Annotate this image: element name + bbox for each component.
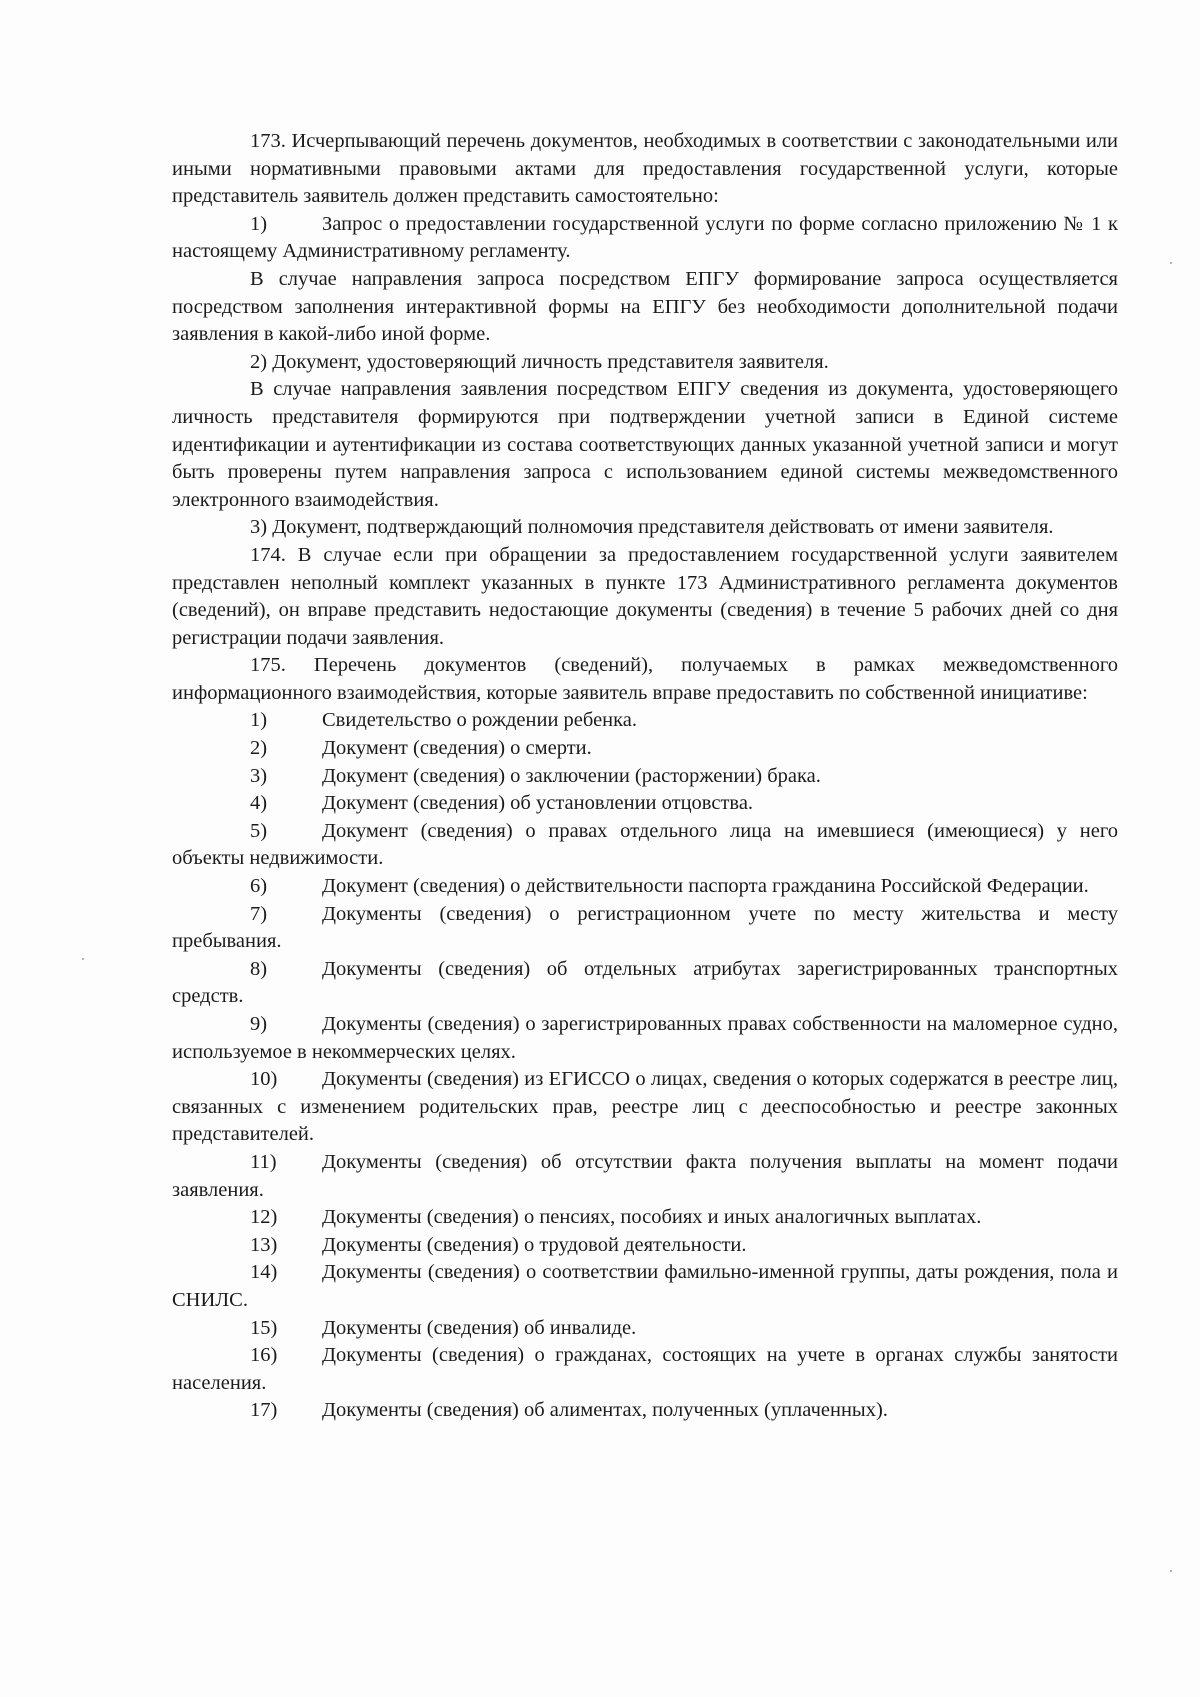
list-item-text: Документы (сведения) об отсутствии факта получения выплаты на момент подачи заявления. <box>172 1150 1118 1201</box>
paragraph-173-item-2: 2) Документ, удостоверяющий личность представителя заявителя. <box>250 350 829 373</box>
list-item <box>172 1011 1118 1066</box>
list-item <box>172 211 1118 266</box>
list-item-number: 8) <box>250 957 268 980</box>
list-item <box>172 1149 1118 1204</box>
list-item-text: Документы (сведения) об отдельных атрибутах зарегистрированных транспортных средств. <box>172 957 1118 1008</box>
paragraph-173-intro: 173. Исчерпывающий перечень документов, необходимых в соответствии с законодательными или иными нормативными правовыми актами для предоставления государственной услуги, которые представитель заявитель должен представить самостоятельно: <box>172 130 1118 208</box>
document-body <box>172 128 1118 1425</box>
list-item-number: 3) <box>250 764 268 787</box>
paragraph-173-case-2: В случае направления заявления посредством ЕПГУ сведения из документа, удостоверяющего личность представителя формируются при подтверждении учетной записи в Единой системе идентификации и аутентификации из состава соответствующих данных указанной учетной записи и могут быть проверены путем направления запроса с использованием единой системы межведомственного электронного взаимодействия. <box>172 378 1118 511</box>
list-item-text: Запрос о предоставлении государственной услуги по форме согласно приложению № 1 к настоящему Административному регламенту. <box>172 212 1118 263</box>
list-item <box>172 1342 1118 1397</box>
list-item <box>172 956 1118 1011</box>
list-item-number: 6) <box>250 875 268 898</box>
list-item-number: 14) <box>250 1261 278 1284</box>
list-item-text: Документы (сведения) о зарегистрированных правах собственности на маломерное судно, используемое в некоммерческих целях. <box>172 1013 1118 1063</box>
list-item-text: Документ (сведения) о смерти. <box>322 737 592 760</box>
list-item <box>172 735 1118 763</box>
list-item-text: Документ (сведения) о действительности паспорта гражданина Российской Федерации. <box>322 875 1089 898</box>
list-item-number: 17) <box>250 1399 278 1422</box>
list-item <box>172 763 1118 791</box>
scan-speck <box>82 958 84 960</box>
paragraph-173-case-1: В случае направления запроса посредством ЕПГУ формирование запроса осуществляется посредством заполнения интерактивной формы на ЕПГУ без необходимости дополнительной подачи заявления в какой-либо иной форме. <box>172 267 1118 346</box>
list-item <box>172 1232 1118 1260</box>
list-item-text: Документ (сведения) о правах отдельного лица на имевшиеся (имеющиеся) у него объекты недвижимости. <box>172 819 1118 870</box>
list-item <box>172 873 1118 901</box>
list-item-text: Документы (сведения) из ЕГИССО о лицах, сведения о которых содержатся в реестре лиц, связанных с изменением родительских прав, реестре лиц с дееспособностью и реестре законных представителей. <box>172 1068 1118 1146</box>
list-item-number: 9) <box>250 1013 268 1035</box>
list-item-number: 13) <box>250 1233 278 1256</box>
list-item <box>172 1204 1118 1232</box>
list-item-number: 1) <box>250 709 268 732</box>
paragraph-174: 174. В случае если при обращении за предоставлением государственной услуги заявителем представлен неполный комплект указанных в пункте 173 Административного регламента документов (сведений), он вправе представить недостающие документы (сведения) в течение 5 рабочих дней со дня регистрации подачи заявления. <box>172 543 1118 649</box>
list-item-text: Свидетельство о рождении ребенка. <box>322 709 638 732</box>
paragraph-175-intro: 175. Перечень документов (сведений), получаемых в рамках межведомственного информационного взаимодействия, которые заявитель вправе предоставить по собственной инициативе: <box>172 654 1118 704</box>
list-item-text: Документы (сведения) о трудовой деятельности. <box>322 1233 747 1256</box>
list-item-number: 12) <box>250 1206 278 1229</box>
list-item-number: 15) <box>250 1316 278 1339</box>
list-item-text: Документ (сведения) об установлении отцовства. <box>322 792 754 815</box>
list-item <box>172 707 1118 735</box>
paragraph-173-item-3: 3) Документ, подтверждающий полномочия представителя действовать от имени заявителя. <box>250 516 1054 539</box>
list-item <box>172 790 1118 818</box>
scan-speck <box>1170 262 1172 264</box>
list-item-text: Документы (сведения) о регистрационном учете по месту жительства и месту пребывания. <box>172 902 1118 953</box>
scan-speck <box>1170 1570 1172 1572</box>
list-item-number: 7) <box>250 902 268 925</box>
list-item <box>172 1259 1118 1314</box>
list-item-text: Документы (сведения) о гражданах, состоящих на учете в органах службы занятости населения. <box>172 1344 1118 1394</box>
list-item-number: 1) <box>250 212 268 235</box>
list-item-number: 5) <box>250 819 268 842</box>
list-175 <box>172 707 1118 1424</box>
list-item <box>172 1315 1118 1343</box>
list-item-number: 2) <box>250 737 268 760</box>
list-item-text: Документы (сведения) о соответствии фамильно-именной группы, даты рождения, пола и СНИЛС. <box>172 1261 1118 1311</box>
list-item-text: Документ (сведения) о заключении (расторжении) брака. <box>322 764 821 787</box>
list-item-text: Документы (сведения) об алиментах, полученных (уплаченных). <box>322 1399 888 1422</box>
list-item-number: 10) <box>250 1068 278 1091</box>
list-item-number: 11) <box>250 1150 277 1173</box>
list-item-number: 16) <box>250 1344 278 1367</box>
list-item <box>172 1397 1118 1425</box>
list-item <box>172 818 1118 873</box>
list-item <box>172 1066 1118 1149</box>
list-item-text: Документы (сведения) об инвалиде. <box>322 1316 637 1339</box>
list-item-text: Документы (сведения) о пенсиях, пособиях и иных аналогичных выплатах. <box>322 1206 982 1229</box>
list-item-number: 4) <box>250 792 268 815</box>
list-item <box>172 901 1118 956</box>
list-173 <box>172 211 1118 266</box>
